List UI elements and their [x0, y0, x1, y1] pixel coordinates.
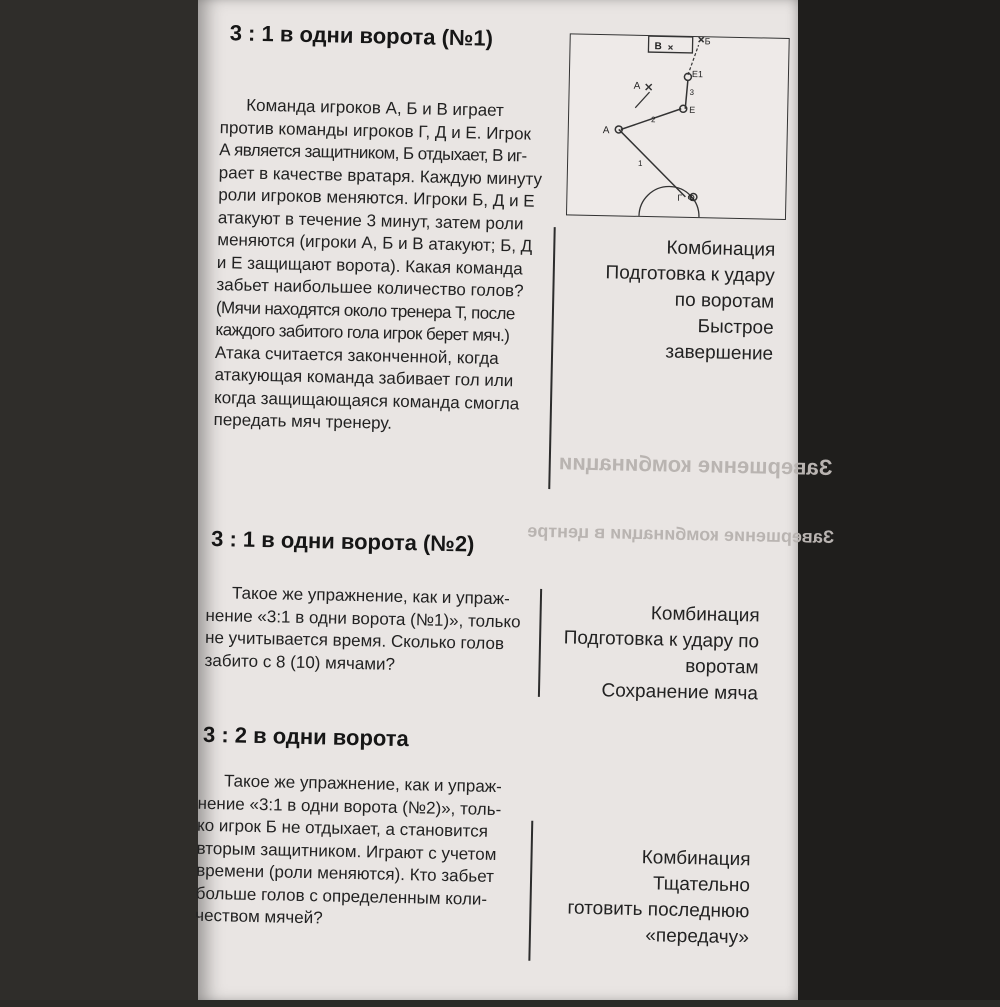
text-line: чеством мячей? [195, 905, 323, 928]
text-line: против команды игроков Г, Д и Е. Игрок [219, 117, 532, 144]
section-title-2: 3 : 1 в одни ворота (№2) [210, 526, 475, 557]
note-line: воротам [685, 655, 759, 679]
text-line: Такое же упражнение, как и упраж- [231, 583, 510, 609]
text-line: и Е защищают ворота). Какая команда [216, 252, 523, 278]
pitch-diagram [567, 34, 789, 219]
text-line: когда защищающаяся команда смогла [213, 387, 520, 413]
note-line: Комбинация [650, 603, 760, 627]
text-line: забьет наибольшее количество голов? [216, 275, 524, 301]
text-line: роли игроков меняются. Игроки Б, Д и Е [218, 185, 535, 211]
note-line: Комбинация [666, 237, 776, 261]
player-d-label-mark: Ф [687, 192, 696, 205]
label-e: Е [689, 104, 696, 116]
text-line: времени (роли меняются). Кто забьет [195, 860, 495, 886]
section-2-text [204, 582, 538, 679]
pass-line-3 [685, 81, 688, 109]
text-line: Атака считается законченной, когда [214, 342, 499, 368]
exercise-diagram [566, 33, 790, 220]
book-page [195, 0, 835, 1000]
cross-marker [699, 37, 704, 42]
label-a-top: А [633, 80, 641, 92]
text-line: Команда игроков А, Б и В играет [246, 95, 505, 121]
section-3-notes [535, 843, 751, 951]
note-line: Подготовка к удару по [563, 627, 760, 653]
pass-number-2: 2 [650, 115, 656, 125]
defender-run [635, 92, 649, 108]
show-through-text: Завершение комбинации в центре [527, 520, 835, 548]
text-line: не учитывается время. Сколько голов [204, 627, 505, 654]
text-line: больше голов с определенным коли- [195, 883, 488, 909]
note-line: по воротам [674, 289, 775, 313]
section-2-divider [538, 589, 542, 697]
text-line: рает в качестве вратаря. Каждую минуту [218, 162, 543, 189]
text-line: ко игрок Б не отдыхает, а становится [196, 815, 489, 841]
text-line: забито с 8 (10) мячами? [204, 650, 396, 674]
text-line: Такое же упражнение, как и упраж- [223, 771, 502, 797]
text-line: атакуют в течение 3 минут, затем роли [217, 207, 524, 233]
text-line: меняются (игроки А, Б и В атакуют; Б, Д [217, 230, 533, 256]
text-line: нение «3:1 в одни ворота (№2)», толь- [197, 793, 502, 819]
section-title-1: 3 : 1 в одни ворота (№1) [229, 20, 494, 51]
note-line: завершение [665, 341, 774, 365]
label-a: А [602, 125, 610, 137]
note-line: готовить последнюю [567, 897, 750, 923]
note-line: Подготовка к удару [605, 262, 775, 287]
label-e1: Е1 [691, 68, 704, 80]
cross-marker [646, 84, 652, 90]
section-title-3: 3 : 2 в одни ворота [202, 721, 410, 752]
background-left [0, 0, 205, 1000]
label-v: В [654, 41, 662, 53]
label-b: Б [704, 36, 711, 47]
text-line: (Мячи находятся около тренера Т, после [215, 297, 515, 323]
text-line: атакующая команда забивает гол или [214, 365, 514, 391]
pass-line-1 [617, 129, 686, 196]
note-line: «передачу» [645, 925, 750, 949]
text-line: нение «3:1 в одни ворота (№1)», только [205, 605, 521, 631]
section-3-text [195, 770, 532, 934]
section-1-divider [548, 227, 555, 489]
background-right [795, 0, 1000, 1000]
section-1-text [213, 94, 550, 438]
text-line: передать мяч тренеру. [213, 410, 393, 433]
note-line: Сохранение мяча [601, 680, 759, 705]
section-2-notes [544, 599, 760, 707]
pass-number-3: 3 [689, 87, 695, 98]
section-1-notes [561, 233, 776, 367]
text-line: каждого забитого гола игрок берет мяч.) [215, 320, 510, 346]
note-line: Быстрое [697, 316, 774, 339]
page-content [188, 0, 835, 1006]
cross-marker [668, 45, 672, 49]
show-through-text: Завершение комбинации [558, 449, 833, 480]
pass-number-1: 1 [637, 158, 643, 168]
note-line: Комбинация [641, 847, 751, 871]
text-line: А является защитником, Б отдыхает, В иг- [219, 140, 527, 166]
text-line: вторым защитником. Играют с учетом [196, 838, 497, 864]
label-g: Г [677, 192, 683, 203]
note-line: Тщательно [652, 873, 751, 897]
